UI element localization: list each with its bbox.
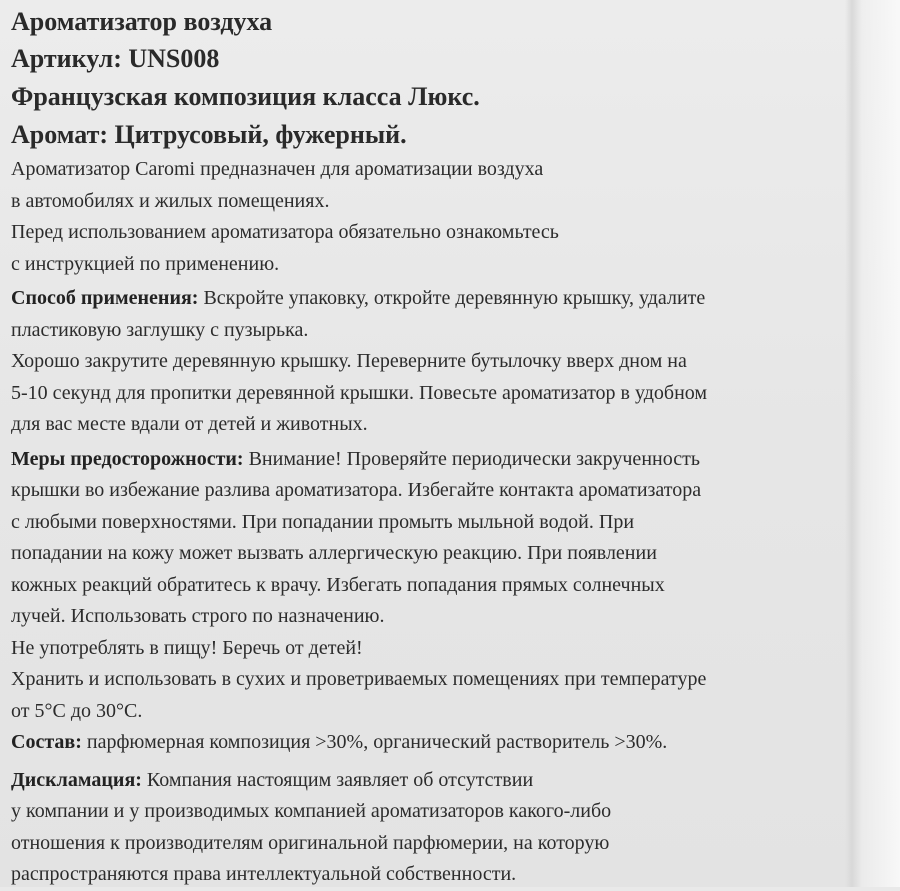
usage-line: для вас месте вдали от детей и животных. (11, 413, 368, 435)
precautions-label: Меры предосторожности: (11, 447, 244, 470)
usage-first-line (11, 283, 893, 315)
composition-class: Французская композиция класса Люкс. (11, 82, 480, 111)
composition-line (11, 727, 893, 759)
usage-label: Способ применения: (11, 287, 199, 309)
intro-paragraph (11, 154, 893, 280)
disclaimer-text: Компания настоящим заявляет об отсутствии (141, 768, 534, 791)
article-number: Артикул: UNS008 (11, 44, 220, 73)
precautions-line: кожных реакций обратитесь к врачу. Избегать попадания прямых солнечных (11, 573, 665, 596)
precautions-section (11, 444, 893, 728)
product-name: Ароматизатор воздуха (11, 7, 273, 36)
disclaimer-line: отношения к производителям оригинальной парфюмерии, на которую (11, 831, 610, 854)
precautions-line: лучей. Использовать строго по назначению. (11, 605, 385, 627)
precautions-line: крышки во избежание разлива ароматизатора. Избегайте контакта ароматизатора (11, 479, 702, 501)
disclaimer-line: у компании и у производимых компанией ароматизаторов какого-либо (11, 800, 612, 822)
intro-line: Перед использованием ароматизатора обязательно ознакомьтесь (11, 221, 559, 243)
usage-section (11, 283, 893, 441)
composition-label: Состав: (11, 731, 82, 753)
precautions-first-line (11, 444, 893, 476)
intro-line: в автомобилях и жилых помещениях. (11, 189, 330, 212)
usage-line: Хорошо закрутите деревянную крышку. Переверните бутылочку вверх дном на (11, 350, 687, 372)
disclaimer-line: распространяются права интеллектуальной собственности. (11, 863, 517, 885)
aroma-type: Аромат: Цитрусовый, фужерный. (11, 120, 407, 149)
precautions-line: с любыми поверхностями. При попадании промыть мыльной водой. При (11, 510, 635, 533)
precautions-line: попадании на кожу может вызвать аллергическую реакцию. При появлении (11, 542, 657, 564)
composition-section (11, 727, 893, 759)
composition-text: парфюмерная композиция >30%, органический растворитель >30%. (81, 731, 668, 753)
disclaimer-first-line (11, 765, 893, 797)
precautions-line: Хранить и использовать в сухих и проветриваемых помещениях при температуре (11, 668, 707, 690)
disclaimer-section (11, 765, 893, 891)
precautions-line: Не употреблять в пищу! Беречь от детей! (11, 636, 363, 659)
intro-line: Ароматизатор Caromi предназначен для ароматизации воздуха (11, 158, 544, 180)
label-content (11, 4, 893, 891)
usage-text: Вскройте упаковку, откройте деревянную крышку, удалите (198, 287, 706, 309)
usage-line: пластиковую заглушку с пузырька. (11, 318, 309, 341)
precautions-line: от 5°С до 30°С. (11, 699, 143, 722)
precautions-text: Внимание! Проверяйте периодически закрученность (243, 447, 700, 470)
intro-line: с инструкцией по применению. (11, 252, 280, 275)
usage-line: 5-10 секунд для пропитки деревянной крышки. Повесьте ароматизатор в удобном (11, 381, 708, 404)
disclaimer-label: Дискламация: (11, 768, 142, 791)
